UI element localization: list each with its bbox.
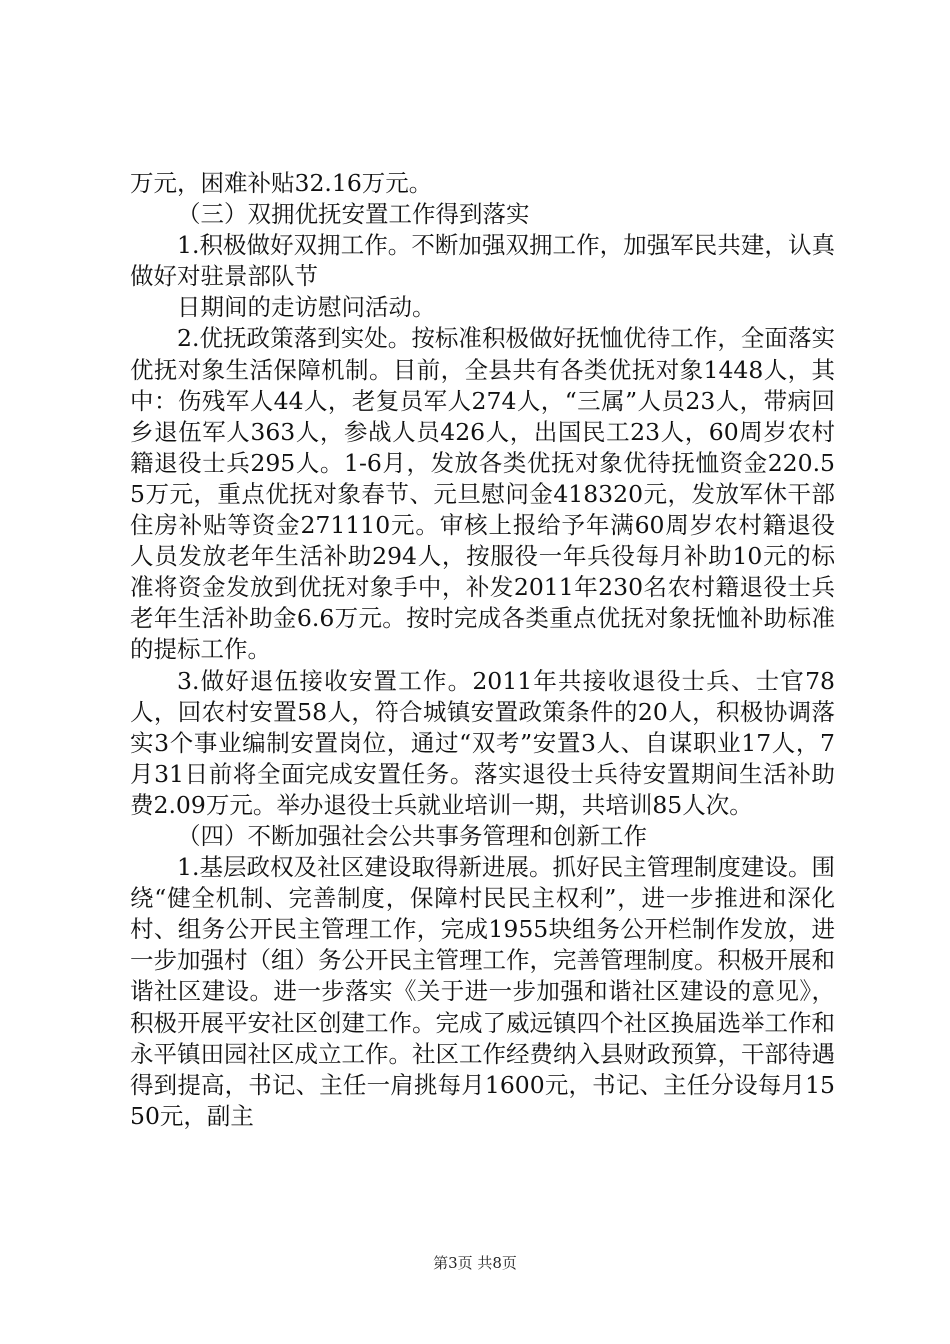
- paragraph-holiday-visits: 日期间的走访慰问活动。: [177, 293, 436, 322]
- paragraph-veteran-placement: 3.做好退伍接收安置工作。2011年共接收退役士兵、士官78人，回农村安置58人，符合城镇安置政策条件的20人，积极协调落实3个事业编制安置岗位，通过“双考”安置3人、自谋职业17人，7月31日前将全面完成安置任务。落实退役士兵待安置期间生活补助费2.09万元。举办退役士兵就业培训一期，共培训85人次。: [130, 666, 835, 819]
- paragraph-double-support: 1.积极做好双拥工作。不断加强双拥工作，加强军民共建，认真做好对驻景部队节: [130, 231, 835, 291]
- page-footer: 第3页 共8页: [433, 1254, 517, 1272]
- paragraph-continuation: 万元，困难补贴32.16万元。: [130, 169, 433, 197]
- paragraph-preferential-policy: 2.优抚政策落到实处。按标准积极做好抚恤优待工作，全面落实优抚对象生活保障机制。目前，全县共有各类优抚对象1448人，其中：伤残军人44人，老复员军人274人，“三属”人员23人，带病回乡退伍军人363人，参战人员426人，出国民工23人，60周岁农村籍退役士兵295人。1-6月，发放各类优抚对象优待抚恤资金220.55万元，重点优抚对象春节、元旦慰问金418320元，发放军休干部住房补贴等资金271110元。审核上报给予年满60周岁农村籍退役人员发放老年生活补助294人，按服役一年兵役每月补助10元的标准将资金发放到优抚对象手中，补发2011年230名农村籍退役士兵老年生活补助金6.6万元。按时完成各类重点优抚对象抚恤补助标准的提标工作。: [130, 324, 835, 664]
- section-heading-3: （三）双拥优抚安置工作得到落实: [177, 200, 530, 229]
- paragraph-community-building: 1.基层政权及社区建设取得新进展。抓好民主管理制度建设。围绕“健全机制、完善制度，保障村民民主权利”，进一步推进和深化村、组务公开民主管理工作，完成1955块组务公开栏制作发放，进一步加强村（组）务公开民主管理工作，完善管理制度。积极开展和谐社区建设。进一步落实《关于进一步加强和谐社区建设的意见》，积极开展平安社区创建工作。完成了威远镇四个社区换届选举工作和永平镇田园社区成立工作。社区工作经费纳入县财政预算，干部待遇得到提高，书记、主任一肩挑每月1600元，书记、主任分设每月1550元，副主: [130, 853, 835, 1130]
- document-body: [130, 168, 835, 1132]
- section-heading-4: （四）不断加强社会公共事务管理和创新工作: [177, 821, 647, 850]
